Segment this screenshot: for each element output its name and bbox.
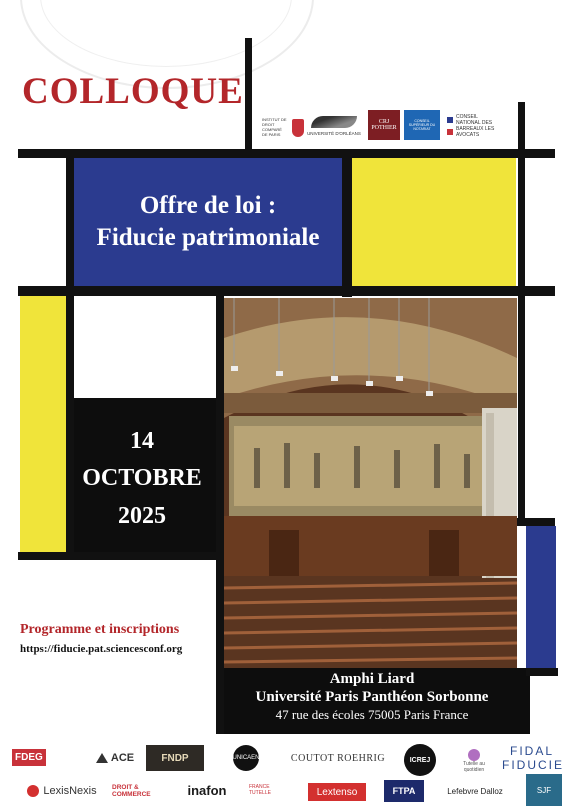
grid-line [518,296,525,526]
grid-line [18,286,555,296]
grid-line [18,149,555,158]
institut-seal-icon [292,119,304,137]
lexisnexis-swirl-icon [27,785,39,797]
fdeg-logo: FDEG [12,744,82,770]
yellow-block-left [20,296,66,552]
coutot-roehrig-logo: COUTOT ROEHRIG [290,752,386,764]
ace-triangle-icon [96,753,108,763]
venue-room: Amphi Liard [329,671,415,687]
date-year: 2025 [118,503,166,529]
blue-block-right [526,526,556,671]
unicaen-logo [218,744,274,772]
offer-title-line2: Fiducie patrimoniale [96,224,320,251]
crj-pothier-logo: CRJ POTHIER [368,110,400,140]
tutelle-quotidien-logo: Tutelle au quotidien [452,742,496,780]
grid-line [342,149,352,297]
lefebvre-dalloz-logo: Lefebvre Dalloz [447,786,503,796]
venue-address: 47 rue des écoles 75005 Paris France [275,707,469,722]
yellow-block-top-right [352,158,516,286]
date-day: 14 [130,428,154,454]
program-url-link[interactable]: https://fiducie.pat.sciencesconf.org [20,643,183,655]
lextenso-logo: Lextenso [308,783,366,801]
flower-icon [468,749,480,761]
france-tutelle-logo: FRANCE TUTELLE [249,784,271,796]
cnb-flag-icon [447,117,453,135]
fidal-logo: FIDAL FIDUCIE [502,744,564,772]
event-date [68,400,216,555]
grid-line [518,102,525,298]
amphitheater-photo [224,298,517,668]
venue-block [224,668,520,732]
grid-line [245,38,252,152]
conseil-superieur-notariat-logo: CONSEIL SUPÉRIEUR DU NOTARIAT [404,110,440,140]
inafon-logo: inafon [187,782,227,798]
cnb-avocats-logo: CONSEIL NATIONAL DES BARREAUX LES AVOCATS [447,110,505,142]
universite-orleans-logo: UNIVERSITÉ D'ORLÉANS [306,110,362,142]
ace-logo: ACE [92,748,138,768]
institut-droit-compare-logo: INSTITUT DE DROIT COMPARÉ DE PARIS [262,113,304,141]
droit-commerce-logo: DROIT & COMMERCE [112,784,151,798]
offer-title [74,158,342,286]
lexisnexis-logo: LexisNexis [18,781,106,801]
sjf-logo: SJF [526,774,562,806]
grid-line [216,296,224,734]
fndp-logo: FNDP [146,745,204,771]
venue-university: Université Paris Panthéon Sorbonne [255,689,489,705]
orleans-wing-icon [311,116,357,128]
page-title: COLLOQUE [22,71,244,112]
offer-title-line1: Offre de loi : [139,192,277,219]
unicaen-circle-icon: UNICAEN [233,745,259,771]
ftpa-logo: FTPA [384,780,424,802]
grid-line [66,149,74,297]
grid-line [526,668,558,676]
icrej-logo: ICREJ [404,744,436,776]
date-month: OCTOBRE [82,465,202,491]
program-label: Programme et inscriptions [20,622,180,637]
